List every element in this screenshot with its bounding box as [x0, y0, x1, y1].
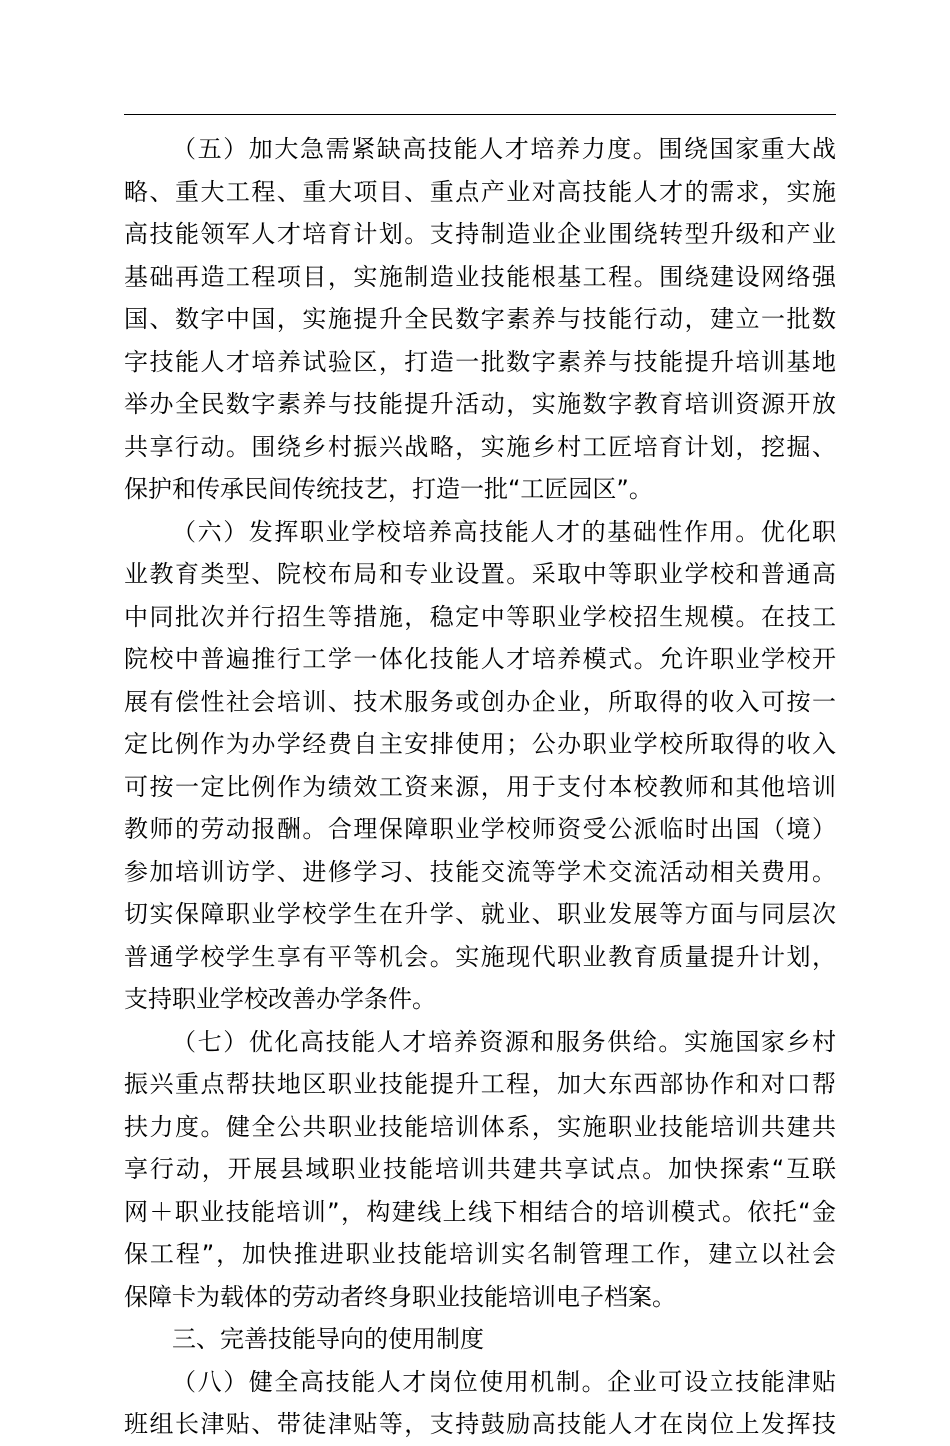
text-line: 院校中普遍推行工学一体化技能人才培养模式。允许职业学校开 [124, 645, 836, 673]
text-line: 网＋职业技能培训”，构建线上线下相结合的培训模式。依托“金 [124, 1197, 836, 1226]
text-line: 普通学校学生享有平等机会。实施现代职业教育质量提升计划， [124, 942, 836, 971]
header-rule [124, 114, 836, 115]
text-line: 高技能领军人才培育计划。支持制造业企业围绕转型升级和产业 [124, 220, 836, 248]
document-body [124, 128, 836, 1446]
text-line: 参加培训访学、进修学习、技能交流等学术交流活动相关费用。 [124, 857, 836, 886]
text-line: 享行动，开展县域职业技能培训共建共享试点。加快探索“互联 [124, 1155, 836, 1183]
text-line: 扶力度。健全公共职业技能培训体系，实施职业技能培训共建共 [124, 1112, 836, 1141]
text-line: 略、重大工程、重大项目、重点产业对高技能人才的需求，实施 [124, 177, 836, 206]
text-line: 基础再造工程项目，实施制造业技能根基工程。围绕建设网络强 [124, 262, 836, 291]
text-line: 举办全民数字素养与技能提升活动，实施数字教育培训资源开放 [124, 390, 836, 418]
text-line: 展有偿性社会培训、技术服务或创办企业，所取得的收入可按一 [124, 687, 836, 716]
text-line: （七）优化高技能人才培养资源和服务供给。实施国家乡村 [172, 1027, 836, 1056]
text-line: 中同批次并行招生等措施，稳定中等职业学校招生规模。在技工 [124, 602, 836, 631]
text-line: 三、完善技能导向的使用制度 [172, 1325, 484, 1353]
text-line: 定比例作为办学经费自主安排使用；公办职业学校所取得的收入 [124, 730, 836, 758]
text-line: （八）健全高技能人才岗位使用机制。企业可设立技能津贴 [172, 1367, 836, 1396]
text-line: 字技能人才培养试验区，打造一批数字素养与技能提升培训基地 [124, 347, 836, 376]
text-line: 共享行动。围绕乡村振兴战略，实施乡村工匠培育计划，挖掘、 [124, 432, 836, 461]
text-line: 振兴重点帮扶地区职业技能提升工程，加大东西部协作和对口帮 [124, 1070, 836, 1098]
text-line: 国、数字中国，实施提升全民数字素养与技能行动，建立一批数 [124, 305, 836, 333]
text-line: （五）加大急需紧缺高技能人才培养力度。围绕国家重大战 [172, 135, 836, 163]
text-line: 支持职业学校改善办学条件。 [124, 985, 436, 1013]
text-line: 教师的劳动报酬。合理保障职业学校师资受公派临时出国（境） [124, 815, 836, 843]
text-line: 保护和传承民间传统技艺，打造一批“工匠园区”。 [124, 475, 653, 503]
text-line: （六）发挥职业学校培养高技能人才的基础性作用。优化职 [172, 517, 836, 546]
text-line: 班组长津贴、带徒津贴等，支持鼓励高技能人才在岗位上发挥技 [124, 1410, 836, 1438]
text-line: 保障卡为载体的劳动者终身职业技能培训电子档案。 [124, 1282, 676, 1311]
text-line: 切实保障职业学校学生在升学、就业、职业发展等方面与同层次 [124, 900, 836, 928]
text-line: 保工程”，加快推进职业技能培训实名制管理工作，建立以社会 [124, 1240, 836, 1268]
text-line: 可按一定比例作为绩效工资来源，用于支付本校教师和其他培训 [124, 772, 836, 801]
text-line: 业教育类型、院校布局和专业设置。采取中等职业学校和普通高 [124, 560, 836, 588]
